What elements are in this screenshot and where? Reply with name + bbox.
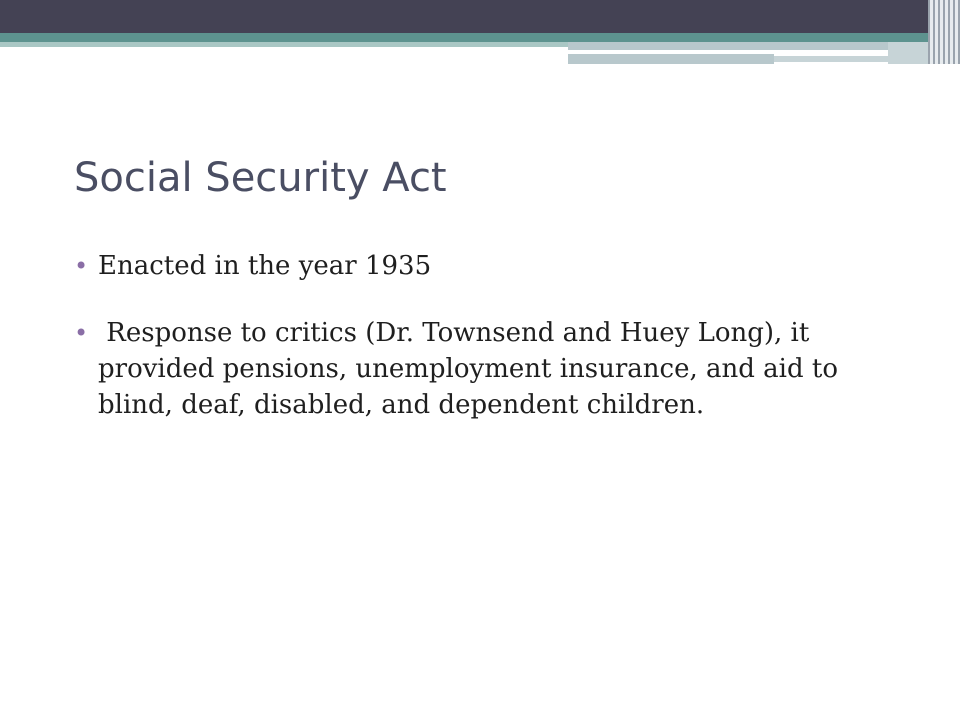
header-band-grey-upper (568, 42, 888, 50)
header-band-grey-lower (568, 54, 774, 64)
bullet-text: Enacted in the year 1935 (98, 251, 432, 281)
header-band-teal-light (0, 42, 568, 47)
bullet-dot-icon: • (74, 319, 89, 347)
header-band-dark (0, 0, 960, 33)
bullet-list (74, 248, 894, 454)
bullet-text: Response to critics (Dr. Townsend and Huey Long), it provided pensions, unemployment insurance, and aid to blind, deaf, disabled, and dependent children. (98, 318, 847, 420)
bullet-item-enacted (74, 248, 894, 284)
slide-title: Social Security Act (74, 155, 447, 201)
header-stripes-decoration (928, 0, 960, 64)
header-band-teal (0, 33, 960, 42)
header-band-grey-short (774, 56, 888, 62)
bullet-item-response (74, 315, 894, 423)
bullet-dot-icon: • (74, 252, 89, 280)
